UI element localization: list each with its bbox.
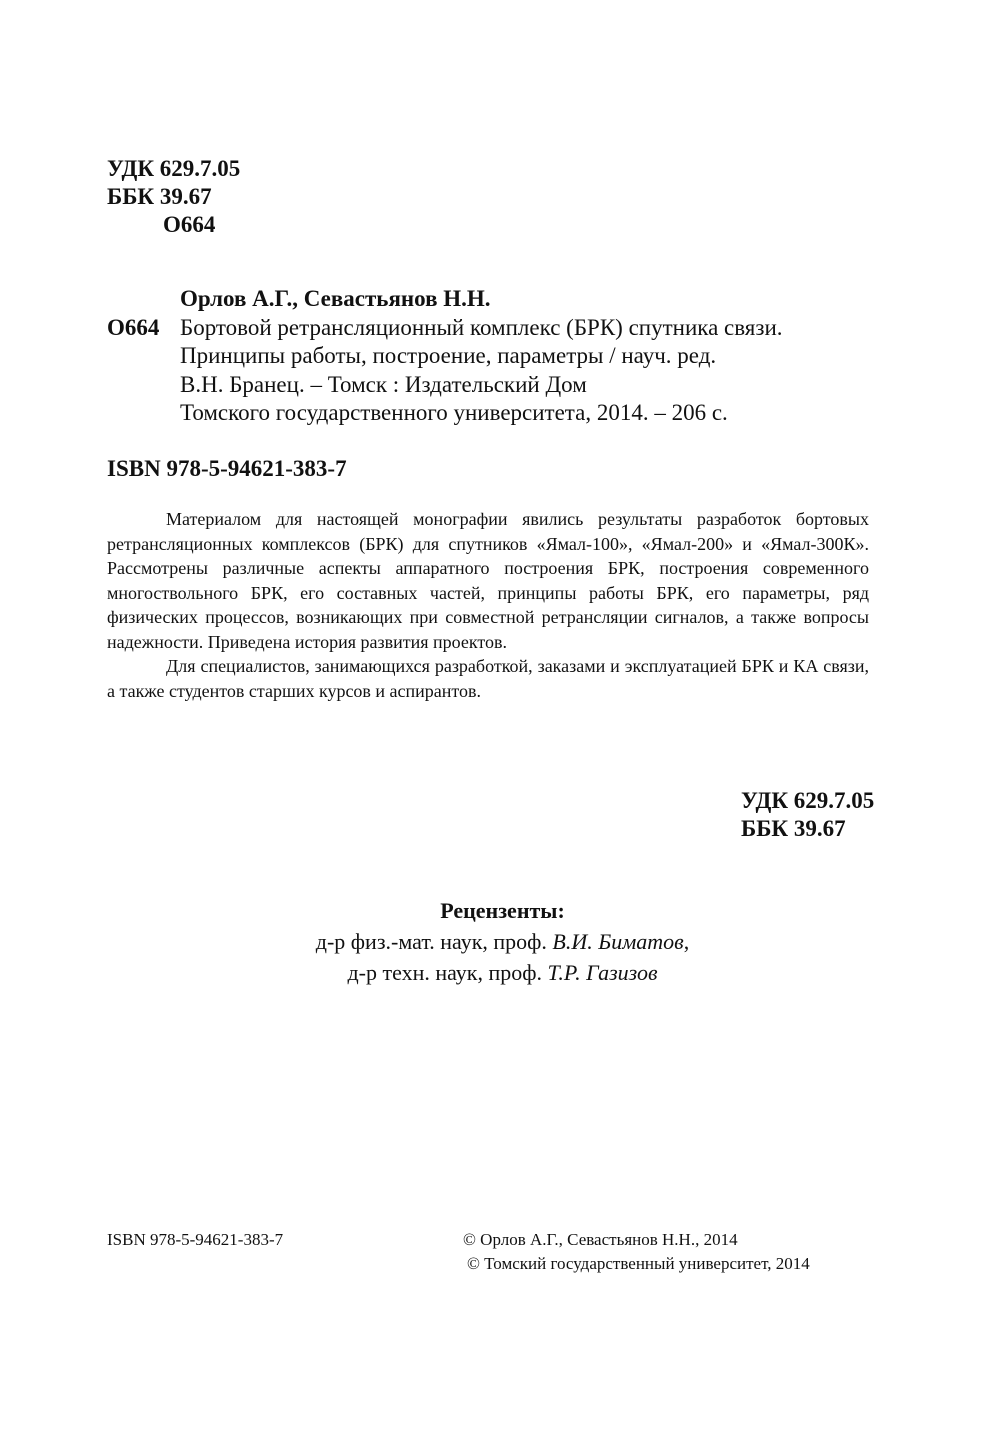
title-line-4: Томского государственного университета, 2014. – 206 с. [180, 400, 728, 425]
reviewer-2-name: Т.Р. Газизов [547, 960, 658, 985]
annotation-paragraph-2: Для специалистов, занимающихся разработкой, заказами и эксплуатацией БРК и КА связи, а также студентов старших курсов и аспирантов. [107, 656, 869, 701]
reviewers-heading: Рецензенты: [440, 898, 565, 923]
reviewer-2-degree: д-р техн. наук, проф. [347, 960, 543, 985]
reviewers-block [0, 895, 1005, 988]
title-line-2: Принципы работы, построение, параметры / науч. ред. [180, 343, 717, 368]
copyright-university: © Томский государственный университет, 2014 [467, 1254, 810, 1273]
bbk-code: ББК 39.67 [107, 184, 212, 209]
biblio-sign: О664 [107, 314, 160, 340]
reviewer-2 [0, 957, 1005, 988]
copyright-authors: © Орлов А.Г., Севастьянов Н.Н., 2014 [463, 1230, 738, 1249]
author-sign: О664 [163, 212, 216, 237]
isbn-main: ISBN 978-5-94621-383-7 [107, 456, 347, 481]
title-line-3: В.Н. Бранец. – Томск : Издательский Дом [180, 371, 587, 397]
reviewer-1-name: В.И. Биматов [552, 929, 684, 954]
authors-line: Орлов А.Г., Севастьянов Н.Н. [180, 286, 491, 311]
footer-isbn: ISBN 978-5-94621-383-7 [107, 1230, 284, 1249]
udk-code-right: УДК 629.7.05 [741, 788, 875, 813]
annotation-paragraph-1: Материалом для настоящей монографии явились результаты разработок бортовых ретрансляционных комплексов (БРК) для спутников «Ямал-100», «Ямал-200» и «Ямал-300К». Рассмотрены различные аспекты аппаратного построения БРК, построения современного многоствольного БРК, его составных частей, принципы работы БРК, его параметры, ряд физических процессов, возникающих при совместной ретрансляции сигналов, а также вопросы надежности. Приведена история развития проектов. [107, 509, 869, 652]
bbk-code-right: ББК 39.67 [741, 816, 846, 841]
reviewer-separator: , [683, 929, 690, 954]
title-line-1: Бортовой ретрансляционный комплекс (БРК) спутника связи. [180, 314, 783, 340]
reviewer-1 [0, 926, 1005, 957]
annotation [107, 507, 869, 703]
reviewer-1-degree: д-р физ.-мат. наук, проф. [315, 929, 547, 954]
udk-code: УДК 629.7.05 [107, 156, 241, 181]
